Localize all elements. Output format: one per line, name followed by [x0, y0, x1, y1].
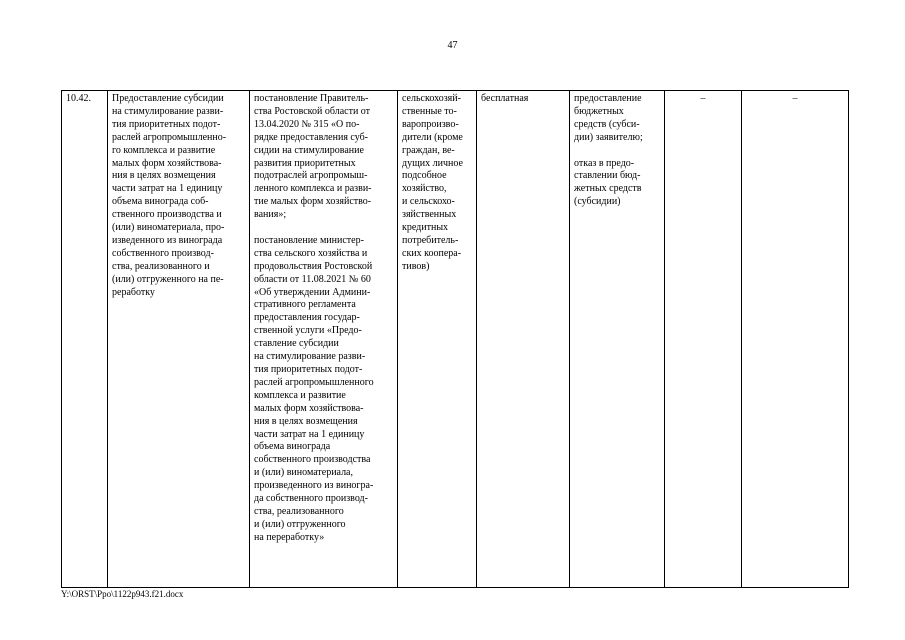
fee-cell: [477, 91, 570, 588]
recipients: сельскохозяй- ственные то- варопроизво- дители (кроме граждан, ве- дущих личное подсобное хозяйство, и сельскохо- зяйственных кредитных потребитель- ских коопера- тивов): [402, 93, 463, 272]
legal-basis-cell: [250, 91, 398, 588]
footer-file-path: Y:\ORST\Ppo\1122p943.f21.docx: [61, 589, 184, 599]
col7-cell: [665, 91, 742, 588]
col8-dash: –: [792, 93, 798, 104]
col8-cell: [742, 91, 849, 588]
fee: бесплатная: [481, 93, 529, 104]
row-number-cell: [62, 91, 108, 588]
recipients-cell: [398, 91, 477, 588]
services-table: [61, 90, 849, 588]
row-number: 10.42.: [66, 93, 91, 104]
result-first: предоставление бюджетных средств (субси- дии) заявителю;: [574, 93, 643, 143]
result-cell: [570, 91, 665, 588]
service-name: Предоставление субсидии на стимулирование разви- тия приоритетных подот- раслей агропромышленно- го комплекса и развитие малых форм хозяйствова- ния в целях возмещения части затрат на 1 единицу объема винограда соб- ственного производства и (или) виноматериала, про- изведенного из винограда собственного производ- ства, реализованного и (или) отгруженного на пе- реработку: [112, 93, 227, 298]
table-row: [62, 91, 849, 588]
result-second: отказ в предо- ставлении бюд- жетных средств (субсидии): [574, 157, 642, 208]
service-name-cell: [108, 91, 250, 588]
legal-basis-second: постановление министер- ства сельского хозяйства и продовольствия Ростовской области от 11.08.2021 № 60 «Об утверждении Админи- стративного регламента предоставления государ- ственной услуги «Предо- ставление субсидии на стимулирование разви- тия приоритетных подот- раслей агропромышленного комплекса и развитие малых форм хозяйствова- ния в целях возмещения части затрат на 1 единицу объема винограда собственного производства и (или) виноматериала, произведенного из виногра- да собственного производ- ства, реализованного и (или) отгруженного на переработку»: [254, 234, 374, 543]
page-number: 47: [447, 40, 458, 51]
legal-basis-first: постановление Правитель- ства Ростовской области от 13.04.2020 № 315 «О по- рядке предоставления суб- сидии на стимулирование развития приоритетных подотраслей агропромыш- ленного комплекса и разви- тие малых форм хозяйство- вания»;: [254, 93, 372, 221]
col7-dash: –: [700, 93, 706, 104]
